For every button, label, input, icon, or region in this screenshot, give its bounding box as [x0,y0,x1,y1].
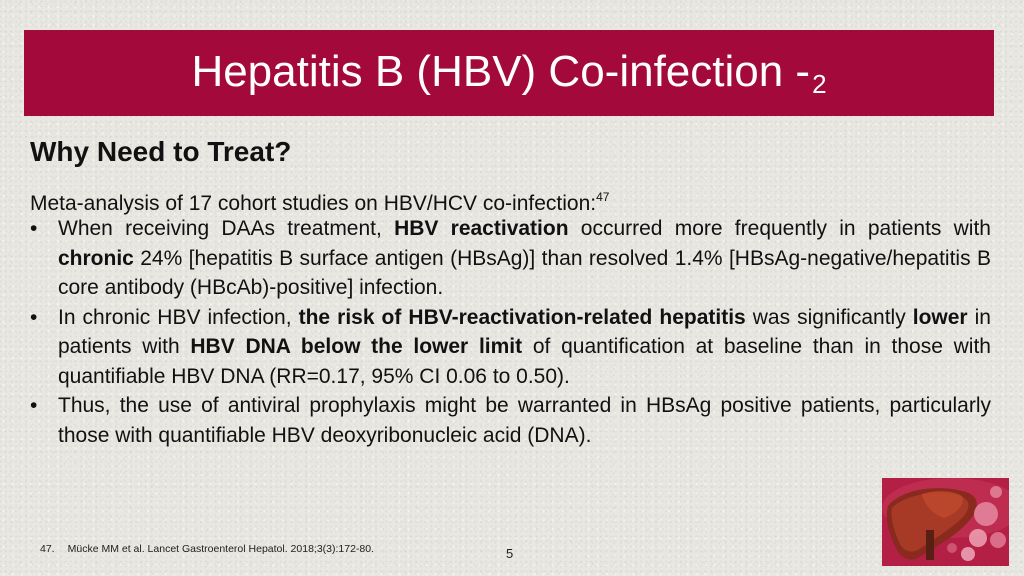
page-number: 5 [506,546,514,561]
bullet-marker: • [30,305,38,329]
bullet-item-reactivation [30,214,991,303]
footnote [40,543,374,555]
bullet-item-prophylaxis [30,391,991,450]
bullet-item-risk [30,303,991,392]
title-bar [24,30,994,116]
bullet-text: Thus, the use of antiviral prophylaxis might be warranted in HBsAg positive patients, particularly those with quantifiable HBV deoxyribonucleic acid (DNA). [58,394,991,447]
intro-line [30,183,609,218]
liver-illustration-icon [882,478,1009,566]
footnote-number: 47. [40,543,55,555]
bullet-bold-text: HBV DNA below the lower limit [190,335,523,358]
intro-text: Meta-analysis of 17 cohort studies on HBV/HCV co-infection: [30,192,597,215]
bullet-text: in patients with [58,305,991,358]
bullet-bold-text: chronic [58,246,134,270]
slide-title [191,47,826,100]
bullet-text: 24% [hepatitis B surface antigen (HBsAg)] than resolved 1.4% [HBsAg-negative/hepatitis B core antibody (HBcAb)-positive] infection. [58,246,991,299]
bullet-marker: • [30,217,38,240]
bullet-text: of quantification at baseline than in those with quantifiable HBV DNA (RR=0.17, 95% CI 0.06 to 0.50). [58,335,991,388]
bullet-list [30,214,991,450]
liver-illustration-graphic [882,478,1009,566]
slide-title-subscript: 2 [812,68,827,99]
intro-reference: 47 [596,190,610,204]
bullet-bold-text: lower [912,305,968,329]
bullet-text: was significantly [745,305,913,329]
bullet-text: When receiving DAAs treatment, [58,217,395,240]
bullet-text: occurred more frequently in patients with [568,217,991,240]
bullet-text: In chronic HBV infection, [58,305,299,329]
slide-title-main: Hepatitis B (HBV) Co-infection - [191,46,811,96]
bullet-marker: • [30,394,38,417]
footnote-text: Mücke MM et al. Lancet Gastroenterol Hepatol. 2018;3(3):172-80. [67,543,375,555]
bullet-bold-text: HBV reactivation [394,217,569,240]
bullet-bold-text: the risk of HBV-reactivation-related hepatitis [298,305,746,329]
section-heading: Why Need to Treat? [30,136,292,167]
